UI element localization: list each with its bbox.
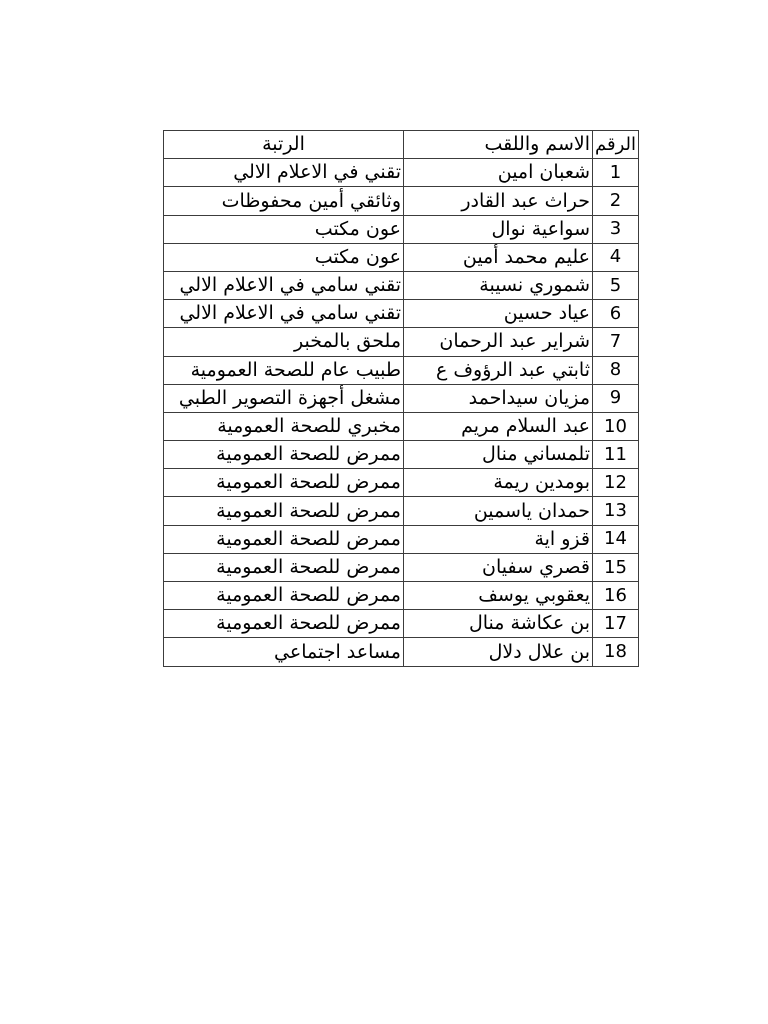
cell-number: 14 [593, 525, 639, 553]
cell-rank: تقني سامي في الاعلام الالي [164, 271, 404, 299]
cell-name: تلمساني منال [404, 441, 593, 469]
table-row [164, 159, 639, 187]
cell-number: 1 [593, 159, 639, 187]
cell-number: 12 [593, 469, 639, 497]
table-row [164, 412, 639, 440]
cell-name: شراير عبد الرحمان [404, 328, 593, 356]
table-row [164, 441, 639, 469]
cell-rank: ممرض للصحة العمومية [164, 497, 404, 525]
cell-rank: عون مكتب [164, 215, 404, 243]
cell-name: حراث عبد القادر [404, 187, 593, 215]
cell-rank: ممرض للصحة العمومية [164, 582, 404, 610]
table-row [164, 187, 639, 215]
cell-rank: مشغل أجهزة التصوير الطبي [164, 384, 404, 412]
cell-number: 5 [593, 271, 639, 299]
header-name-label: الاسم واللقب [484, 133, 590, 156]
cell-number: 4 [593, 243, 639, 271]
cell-rank: ممرض للصحة العمومية [164, 525, 404, 553]
table-row [164, 553, 639, 581]
header-rank-label: الرتبة [262, 133, 305, 156]
header-rank [164, 131, 404, 159]
staff-table [163, 130, 639, 667]
cell-number: 2 [593, 187, 639, 215]
cell-rank: مخبري للصحة العمومية [164, 412, 404, 440]
cell-name: شموري نسيبة [404, 271, 593, 299]
table-row [164, 300, 639, 328]
cell-number: 6 [593, 300, 639, 328]
cell-name: عليم محمد أمين [404, 243, 593, 271]
cell-number: 16 [593, 582, 639, 610]
cell-number: 7 [593, 328, 639, 356]
cell-name: حمدان ياسمين [404, 497, 593, 525]
cell-name: ثابتي عبد الرؤوف ع [404, 356, 593, 384]
cell-name: قزو اية [404, 525, 593, 553]
header-number-label: الرقم [594, 133, 636, 155]
table-row [164, 356, 639, 384]
cell-rank: مساعد اجتماعي [164, 638, 404, 666]
cell-rank: تقني سامي في الاعلام الالي [164, 300, 404, 328]
table-row [164, 497, 639, 525]
cell-rank: طبيب عام للصحة العمومية [164, 356, 404, 384]
cell-rank: ممرض للصحة العمومية [164, 553, 404, 581]
table-row [164, 638, 639, 666]
cell-name: سواعية نوال [404, 215, 593, 243]
table-row [164, 610, 639, 638]
table-row [164, 469, 639, 497]
cell-number: 9 [593, 384, 639, 412]
header-name [404, 131, 593, 159]
cell-rank: ممرض للصحة العمومية [164, 469, 404, 497]
table-header-row [164, 131, 639, 159]
cell-number: 17 [593, 610, 639, 638]
cell-rank: وثائقي أمين محفوظات [164, 187, 404, 215]
cell-number: 13 [593, 497, 639, 525]
cell-number: 8 [593, 356, 639, 384]
cell-number: 18 [593, 638, 639, 666]
cell-rank: تقني في الاعلام الالي [164, 159, 404, 187]
cell-number: 10 [593, 412, 639, 440]
cell-name: قصري سفيان [404, 553, 593, 581]
cell-rank: ممرض للصحة العمومية [164, 610, 404, 638]
cell-rank: عون مكتب [164, 243, 404, 271]
cell-name: بومدين ريمة [404, 469, 593, 497]
cell-name: شعبان امين [404, 159, 593, 187]
cell-name: بن علال دلال [404, 638, 593, 666]
table-row [164, 582, 639, 610]
cell-name: عياد حسين [404, 300, 593, 328]
table-row [164, 525, 639, 553]
header-number [593, 131, 639, 159]
table-row [164, 384, 639, 412]
cell-rank: ملحق بالمخبر [164, 328, 404, 356]
table-row [164, 328, 639, 356]
table-row [164, 243, 639, 271]
cell-number: 3 [593, 215, 639, 243]
table-row [164, 215, 639, 243]
cell-number: 15 [593, 553, 639, 581]
cell-name: مزيان سيداحمد [404, 384, 593, 412]
cell-number: 11 [593, 441, 639, 469]
table-row [164, 271, 639, 299]
cell-name: بن عكاشة منال [404, 610, 593, 638]
cell-name: يعقوبي يوسف [404, 582, 593, 610]
cell-name: عبد السلام مريم [404, 412, 593, 440]
cell-rank: ممرض للصحة العمومية [164, 441, 404, 469]
